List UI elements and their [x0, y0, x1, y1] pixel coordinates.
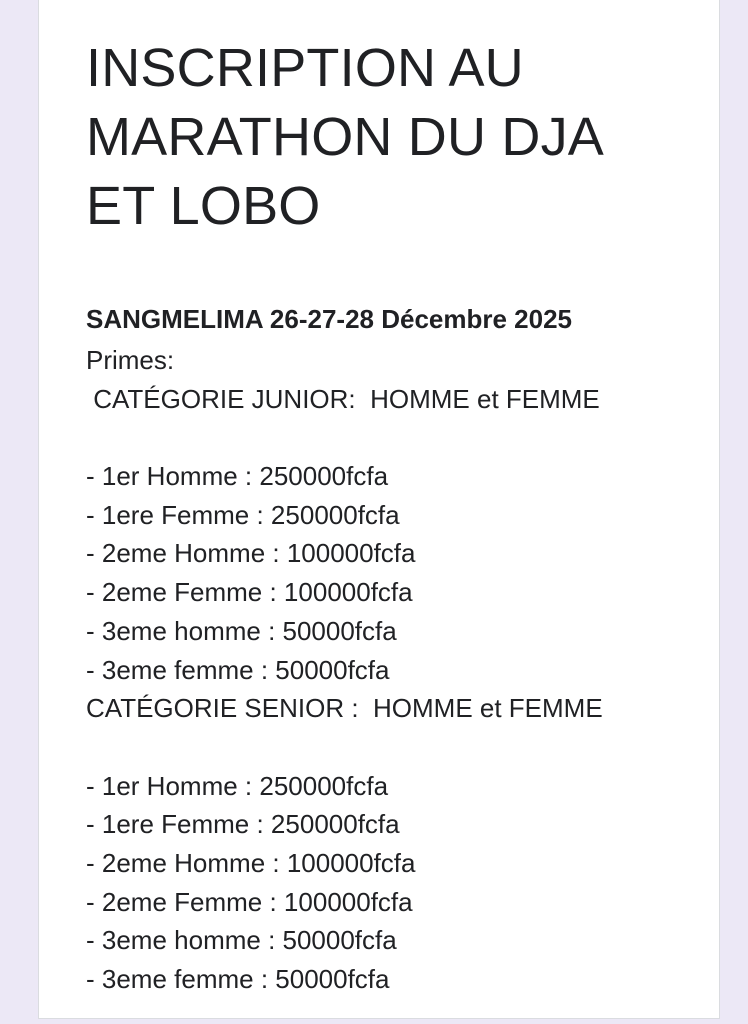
prize-item: - 2eme Femme : 100000fcfa — [86, 886, 413, 917]
blank-line — [86, 728, 706, 767]
prize-item: - 1er Homme : 250000fcfa — [86, 770, 389, 801]
prize-item: - 1ere Femme : 250000fcfa — [86, 499, 400, 530]
prize-item: - 1er Homme : 250000fcfa — [86, 461, 389, 492]
category-junior-heading: CATÉGORIE JUNIOR: HOMME et FEMME — [86, 383, 600, 414]
form-subtitle: SANGMELIMA 26-27-28 Décembre 2025 — [86, 304, 573, 334]
blank-line — [86, 418, 706, 457]
prize-item: - 1ere Femme : 250000fcfa — [86, 809, 400, 840]
prize-item: - 3eme homme : 50000fcfa — [86, 615, 397, 646]
prize-item: - 3eme femme : 50000fcfa — [86, 964, 390, 994]
category-senior-heading: CATÉGORIE SENIOR : HOMME et FEMME — [86, 693, 603, 724]
prize-item: - 3eme femme : 50000fcfa — [86, 654, 390, 685]
prize-item: - 2eme Femme : 100000fcfa — [86, 577, 413, 608]
prize-item: - 3eme homme : 50000fcfa — [86, 925, 397, 956]
card-divider — [38, 1018, 720, 1024]
prize-item: - 2eme Homme : 100000fcfa — [86, 847, 416, 878]
form-title: INSCRIPTION AU MARATHON DU DJA ET LOBO — [86, 38, 605, 236]
primes-label: Primes: — [86, 345, 175, 375]
prize-item: - 2eme Homme : 100000fcfa — [86, 538, 416, 569]
form-description — [86, 341, 706, 999]
